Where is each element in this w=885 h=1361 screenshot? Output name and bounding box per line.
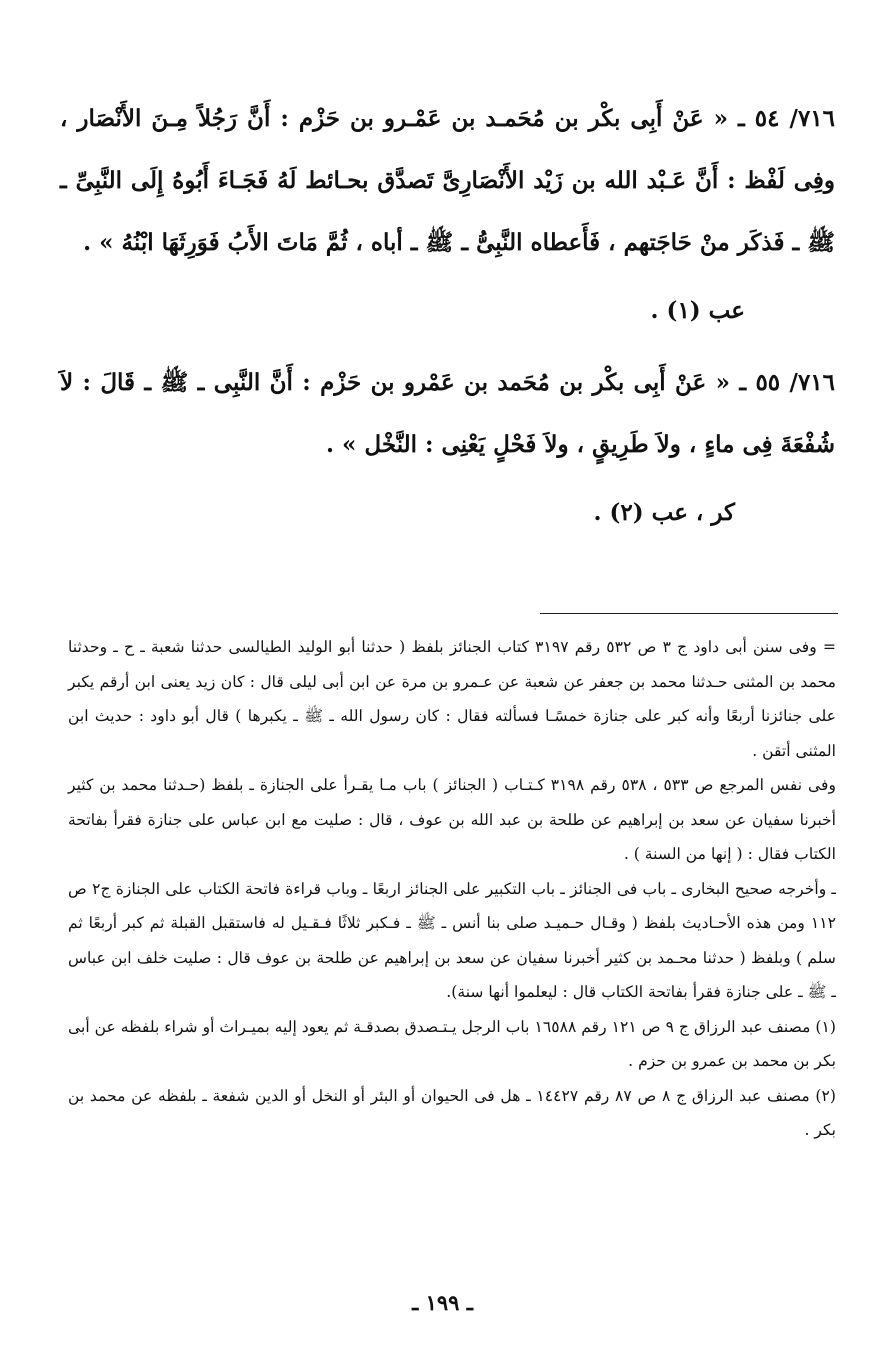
footnote-continuation: = وفى سنن أبى داود ج ٣ ص ٥٣٢ رقم ٣١٩٧ كتاب الجنائز بلفظ ( حدثنا أبو الوليد الطيالسى حدثنا شعبة ـ ح ـ وحدثنا محمد بن المثنى حـدثنا محمد بن جعفر عن شعبة عن عـمرو بن مرة عن ابن أبى ليلى قال : كان زيد يعنى ابن أرقم يكبر على جنائزنا أربعًا وأنه كبر على جنازة خمسًـا فسألته فقال : كان رسول الله ـ ﷺ ـ يكبرها ) قال أبو داود : حديث ابن المثنى أتقن . (68, 638, 836, 760)
footnote-2: (٢) مصنف عبد الرزاق ج ٨ ص ٨٧ رقم ١٤٤٢٧ ـ هل فى الحيوان أو البئر أو النخل أو الدين شفعة ـ بلفظه عن محمد بن بكر . (68, 1086, 836, 1139)
hadith-54: ٧١٦/ ٥٤ ـ « عَنْ أَبِى بكْر بن مُحَمـد بن عَمْـرو بن حَزْم : أَنَّ رَجُلاً مِـنَ الأَنْصَار ، وفِى لَفْظ : أَنَّ عَـبْد الله بن زَيْد الأَنْصَارِىَّ تَصدَّق بحـائط لَهُ فَجَـاءَ أَبُوهُ إِلَى النَّبِىِّ ـ ﷺ ـ فَذكَر منْ حَاجَتهم ، فَأَعطاه النَّبِىُّ ـ ﷺ ـ أباه ، ثُمَّ مَاتَ الأَبُ فَوَرِثَهَا ابْنُهُ » . (60, 105, 835, 256)
footnote-1: (١) مصنف عبد الرزاق ج ٩ ص ١٢١ رقم ١٦٥٨٨ باب الرجل يـتـصدق بصدقـة ثم يعود إليه بميـراث أو شراء بلفظه عن أبى بكر بن محمد بن عمرو بن حزم . (68, 1017, 836, 1070)
hadith-55: ٧١٦/ ٥٥ ـ « عَنْ أَبِى بكْر بن مُحَمد بن عَمْرو بن حَزْم : أَنَّ النَّبِى ـ ﷺ ـ قَالَ : لاَ شُفْعَةَ فِى ماءٍ ، ولاَ طَرِيقٍ ، ولاَ فَحْلٍ يَعْنِى : النَّخْل » . (60, 369, 835, 458)
page-number: ـ ١٩٩ ـ (412, 1290, 473, 1315)
hadith-54-source: عب (١) . (650, 297, 745, 324)
footnote-paragraph: وفى نفس المرجع ص ٥٣٣ ، ٥٣٨ رقم ٣١٩٨ كـتـاب ( الجنائز ) باب مـا يقـرأ على الجنازة ـ بلفظ (حـدثنا محمد بن كثير أخبرنا سفيان عن سعد بن إبراهيم عن طلحة بن عبد الله بن عوف ، قال : صليت مع ابن عباس على جنازة فقرأ بفاتحة الكتاب فقال : ( إنها من السنة ) . (68, 776, 836, 863)
main-text (60, 88, 835, 544)
footnotes (68, 630, 836, 1148)
footnote-paragraph: ـ وأخرجه صحيح البخارى ـ باب فى الجنائز ـ باب التكبير على الجنائز اربعًا ـ وباب قراءة فاتحة الكتاب على الجنازة ج٢ ص ١١٢ ومن هذه الأحـاديث بلفظ ( وقـال حـميـد صلى بنا أنس ـ ﷺ ـ فـكبر ثلاثًا فـقـيل له فاستقبل القبلة ثم كبر أربعًا ثم سلم ) وبلفظ ( حدثنا محـمد بن كثير أخبرنا سفيان عن سعد بن إبراهيم عن طلحة بن عوف قال : صليت خلف ابن عباس ـ ﷺ ـ على جنازة فقرأ بفاتحة الكتاب قال : ليعلموا أنها سنة). (68, 879, 837, 1001)
hadith-55-source: كر ، عب (٢) . (593, 499, 735, 526)
footnote-separator (540, 613, 838, 614)
